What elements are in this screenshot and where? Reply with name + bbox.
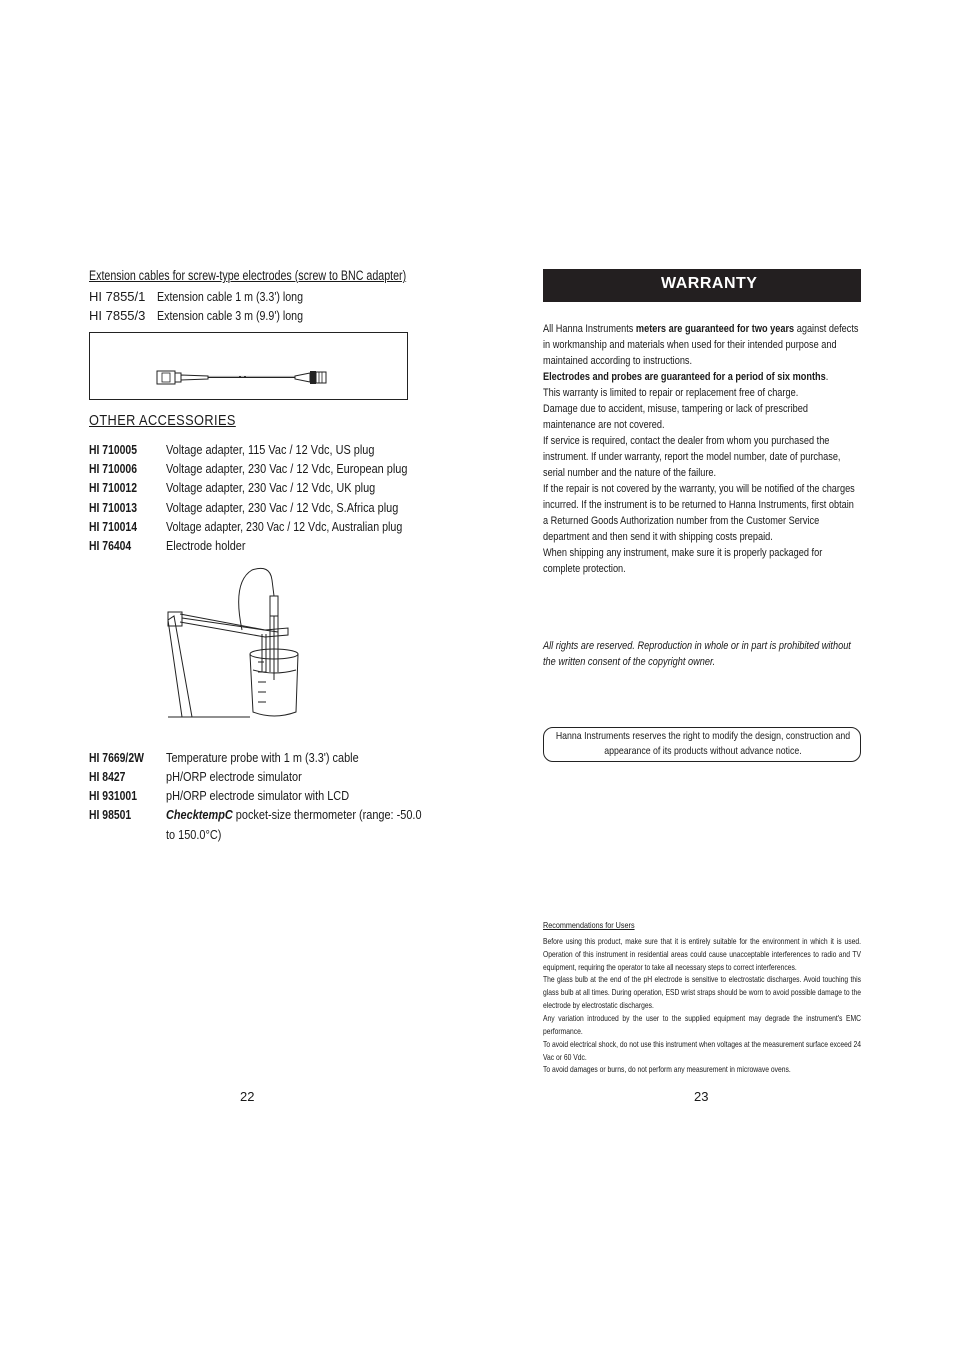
warranty-paragraph [543,385,861,401]
other-accessories-heading: OTHER ACCESSORIES [89,412,236,429]
text: If the repair is not covered by the warranty, you will be notified of the charges incurred. If the instrument is to be returned to Hanna Instruments, first obtain a Returned Goods Authorization number from the Customer Service department and then send it with shipping costs prepaid. [543,483,855,543]
text: To avoid electrical shock, do not use this instrument when voltages at the measurement surface exceed 24 Vac or 60 Vdc. [543,1039,861,1062]
brand-name: ChecktempC [166,807,233,822]
text: If service is required, contact the dealer from whom you purchased the instrument. If under warranty, report the model number, date of purchase, serial number and the nature of the failure. [543,435,841,479]
electrode-holder-illustration [160,562,300,722]
electrode-holder-figure [160,562,300,722]
product-code: HI 7855/3 [89,308,146,323]
page-number-left: 22 [240,1089,255,1104]
product-description: Voltage adapter, 230 Vac / 12 Vdc, Australian plug [166,519,403,534]
product-description: Electrode holder [166,538,246,553]
warranty-paragraph [543,481,861,545]
bold-text: Electrodes and probes are guaranteed for a period of six months [543,371,826,383]
product-code: HI 76404 [89,538,132,553]
text: Any variation introduced by the user to the supplied equipment may degrade the instrument's EMC performance. [543,1013,861,1036]
product-code: HI 931001 [89,788,137,803]
text: . [825,371,829,383]
recommendation-paragraph [543,935,861,974]
text: against defects in workmanship and materials when used for their intended purpose and maintained according to instructions. [543,323,859,367]
product-description: Voltage adapter, 230 Vac / 12 Vdc, European plug [166,461,408,476]
product-description [166,807,422,822]
warranty-paragraph [543,545,861,577]
extension-cable-figure [89,332,408,400]
modification-notice-box [543,727,861,762]
product-description: pH/ORP electrode simulator [166,769,302,784]
recommendation-paragraph [543,1038,861,1064]
list-item [89,461,408,476]
product-description: Voltage adapter, 115 Vac / 12 Vdc, US plug [166,442,375,457]
text: The glass bulb at the end of the pH electrode is sensitive to electrostatic discharges. Avoid touching this glass bulb at all times. During operation, ESD wrist straps should be worn to avoid possible damage to the electrode by electrostatic discharges. [543,974,861,1010]
product-code: HI 710014 [89,519,137,534]
list-item [89,500,399,515]
modification-notice: Hanna Instruments reserves the right to modify the design, construction and appearance of its products without advance notice. [555,730,851,757]
list-item [89,442,375,457]
recommendation-paragraph [543,1012,861,1038]
warranty-header [543,269,861,302]
description-text: pocket-size thermometer (range: -50.0 [235,807,422,822]
list-item [89,750,359,765]
list-item [89,788,350,803]
warranty-paragraph [543,321,861,369]
text: To avoid damages or burns, do not perform any measurement in microwave ovens. [543,1064,791,1074]
page-number-right: 23 [694,1089,709,1104]
product-code: HI 710012 [89,480,137,495]
list-item [89,519,403,534]
product-description: Extension cable 1 m (3.3') long [157,289,304,304]
warranty-title: WARRANTY [661,275,758,292]
copyright-notice: All rights are reserved. Reproduction in whole or in part is prohibited without the written consent of the copyright owner. [543,640,851,668]
product-code: HI 7855/1 [89,289,146,304]
product-description: Voltage adapter, 230 Vac / 12 Vdc, UK plug [166,480,376,495]
product-code: HI 7669/2W [89,750,144,765]
recommendation-paragraph [543,1063,861,1076]
product-code: HI 8427 [89,769,126,784]
text: This warranty is limited to repair or replacement free of charge. [543,387,799,399]
text: All Hanna Instruments [543,323,636,335]
product-code: HI 710013 [89,500,137,515]
text: Damage due to accident, misuse, tampering or lack of prescribed maintenance are not covered. [543,403,808,431]
description-continued: to 150.0°C) [166,827,222,842]
product-description: Voltage adapter, 230 Vac / 12 Vdc, S.Africa plug [166,500,399,515]
recommendation-paragraph [543,973,861,1012]
product-description: pH/ORP electrode simulator with LCD [166,788,350,803]
extension-cable-illustration [90,333,407,399]
extension-cables-heading: Extension cables for screw-type electrodes (screw to BNC adapter) [89,268,407,283]
product-code: HI 98501 [89,807,132,822]
warranty-paragraph [543,433,861,481]
list-item [89,807,422,822]
warranty-paragraph [543,369,861,385]
product-code: HI 710006 [89,461,137,476]
text: Before using this product, make sure that it is entirely suitable for the environment in which it is used. Operation of this instrument in residential areas could cause unacceptable interferences to radio and TV equipment, requiring the operator to take all necessary steps to correct interferences. [543,936,861,972]
list-item [89,480,376,495]
list-item [89,538,246,553]
warranty-paragraph [543,401,861,433]
recommendations-heading: Recommendations for Users [543,920,635,930]
list-item [89,769,302,784]
text: When shipping any instrument, make sure it is properly packaged for complete protection. [543,547,823,575]
product-description: Extension cable 3 m (9.9') long [157,308,304,323]
bold-text: meters are guaranteed for two years [635,323,795,335]
product-code: HI 710005 [89,442,137,457]
list-item [89,289,304,304]
list-item [89,308,304,323]
product-description: Temperature probe with 1 m (3.3') cable [166,750,359,765]
